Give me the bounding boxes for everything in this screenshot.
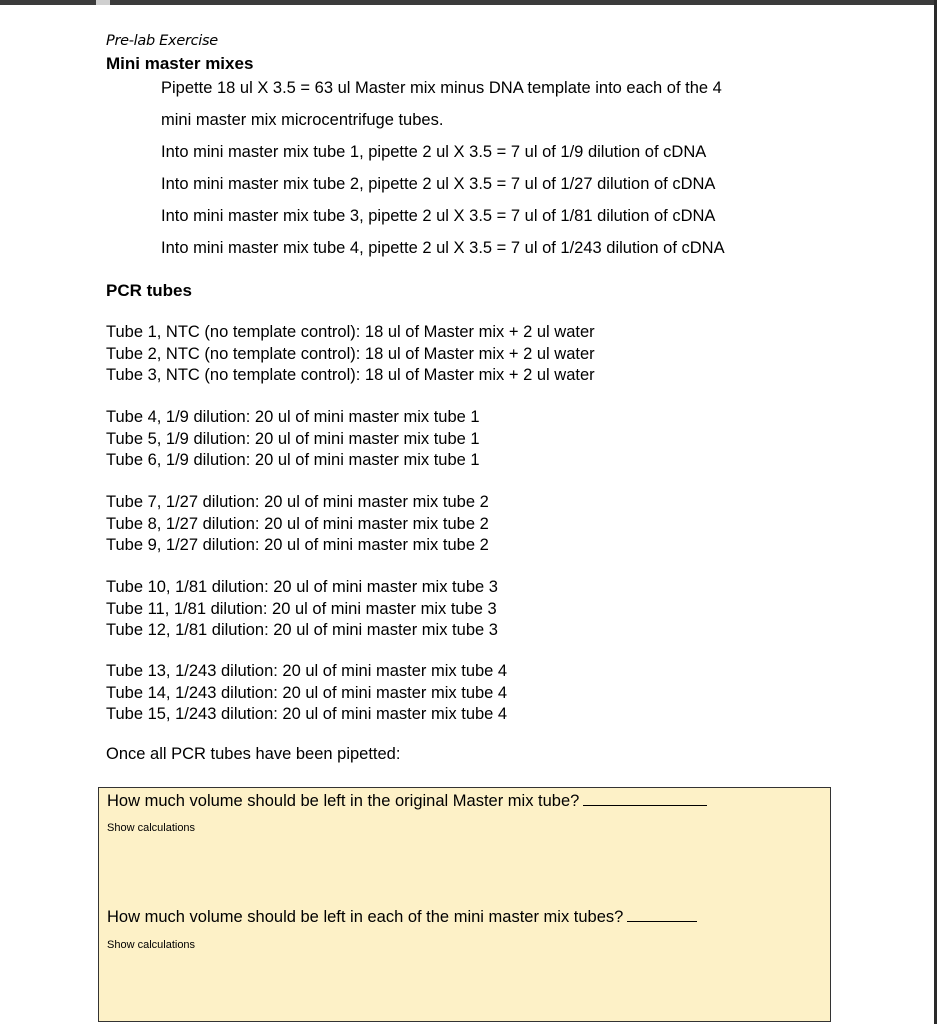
show-calculations-label: Show calculations [107, 939, 196, 951]
instruction-line: Into mini master mix tube 4, pipette 2 ul X 3.5 = 7 ul of 1/243 dilution of cDNA [161, 239, 725, 257]
question-text: How much volume should be left in the original Master mix tube? [107, 792, 580, 810]
question-mini-master-mix [107, 907, 697, 927]
instruction-line: Into mini master mix tube 2, pipette 2 ul X 3.5 = 7 ul of 1/27 dilution of cDNA [161, 175, 716, 193]
tube-line: Tube 2, NTC (no template control): 18 ul of Master mix + 2 ul water [106, 344, 595, 363]
answer-blank-master-mix[interactable] [583, 791, 707, 806]
prelab-heading: Pre-lab Exercise [106, 33, 218, 49]
tube-line: Tube 12, 1/81 dilution: 20 ul of mini master mix tube 3 [106, 621, 498, 639]
tube-line: Tube 1, NTC (no template control): 18 ul of Master mix + 2 ul water [106, 323, 595, 341]
tube-line: Tube 3, NTC (no template control): 18 ul of Master mix + 2 ul water [106, 366, 595, 384]
tube-line: Tube 11, 1/81 dilution: 20 ul of mini master mix tube 3 [106, 599, 497, 618]
instruction-line: Pipette 18 ul X 3.5 = 63 ul Master mix minus DNA template into each of the 4 [161, 79, 722, 97]
tube-line: Tube 13, 1/243 dilution: 20 ul of mini master mix tube 4 [106, 662, 508, 680]
instruction-line: mini master mix microcentrifuge tubes. [161, 111, 444, 129]
question-master-mix [107, 791, 707, 811]
tube-line: Tube 4, 1/9 dilution: 20 ul of mini master mix tube 1 [106, 408, 480, 426]
tube-group-1-243 [106, 661, 507, 726]
tube-group-1-9 [106, 407, 480, 472]
pcr-tubes-title: PCR tubes [106, 281, 192, 300]
mini-master-mix-instructions [161, 72, 725, 264]
tube-line: Tube 10, 1/81 dilution: 20 ul of mini master mix tube 3 [106, 578, 498, 596]
question-text: How much volume should be left in each of the mini master mix tubes? [107, 908, 624, 926]
tube-line: Tube 5, 1/9 dilution: 20 ul of mini master mix tube 1 [106, 429, 480, 448]
tube-group-1-81 [106, 577, 498, 642]
answer-box [98, 787, 831, 1022]
tube-line: Tube 14, 1/243 dilution: 20 ul of mini master mix tube 4 [106, 683, 508, 702]
tube-line: Tube 6, 1/9 dilution: 20 ul of mini master mix tube 1 [106, 451, 480, 469]
mini-master-mixes-title: Mini master mixes [106, 54, 254, 73]
tube-line: Tube 9, 1/27 dilution: 20 ul of mini master mix tube 2 [106, 536, 489, 554]
viewer-top-bar [0, 0, 937, 5]
instruction-line: Into mini master mix tube 3, pipette 2 ul X 3.5 = 7 ul of 1/81 dilution of cDNA [161, 207, 716, 225]
tube-line: Tube 15, 1/243 dilution: 20 ul of mini master mix tube 4 [106, 705, 508, 723]
tube-line: Tube 7, 1/27 dilution: 20 ul of mini master mix tube 2 [106, 493, 489, 511]
tube-group-ntc [106, 322, 595, 387]
instruction-line: Into mini master mix tube 1, pipette 2 ul X 3.5 = 7 ul of 1/9 dilution of cDNA [161, 143, 707, 161]
answer-blank-mini-master-mix[interactable] [627, 907, 697, 922]
after-pipetting-text: Once all PCR tubes have been pipetted: [106, 745, 401, 763]
show-calculations-label: Show calculations [107, 822, 196, 834]
tube-group-1-27 [106, 492, 489, 557]
page-tab-marker [96, 0, 110, 5]
tube-line: Tube 8, 1/27 dilution: 20 ul of mini master mix tube 2 [106, 514, 489, 533]
